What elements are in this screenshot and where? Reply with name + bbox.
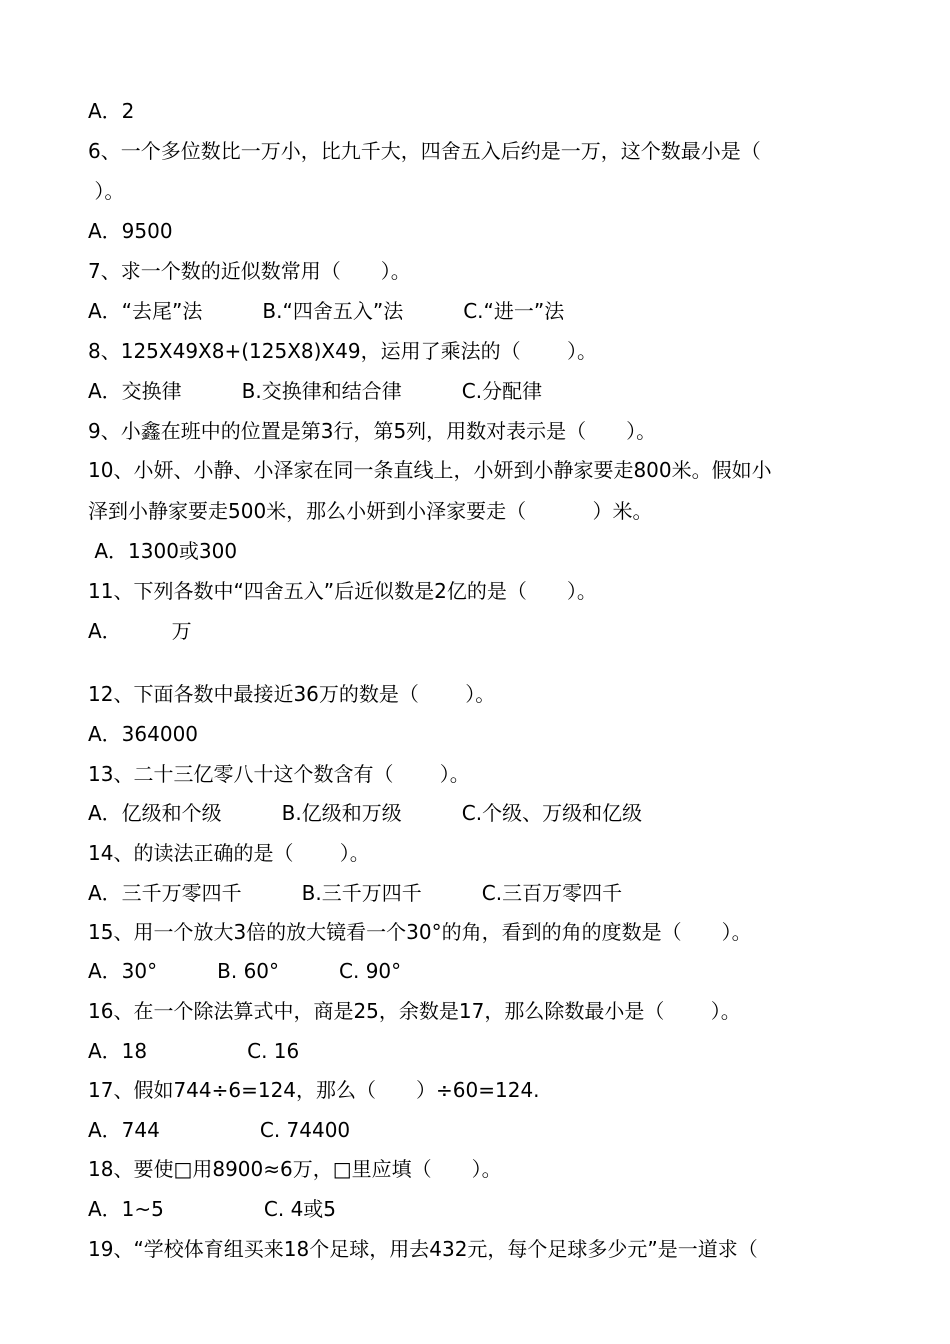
question-10: 10、小妍、小静、小泽家在同一条直线上，小妍到小静家要走800米。假如小 — [88, 458, 772, 482]
option-line-q17: A．744 C. 74400 — [88, 1118, 351, 1142]
option-line-q6: A．9500 — [88, 219, 173, 243]
option-line-q13: A．亿级和个级 B.亿级和万级 C.个级、万级和亿级 — [88, 801, 643, 825]
question-6-cont: ）。 — [88, 179, 125, 203]
option-line-q5: A．2 — [88, 99, 135, 123]
question-9: 9、小鑫在班中的位置是第3行，第5列，用数对表示是（ ）。 — [88, 419, 657, 443]
question-14: 14、的读法正确的是（ ）。 — [88, 841, 370, 865]
option-line-q15: A．30° B. 60° C. 90° — [88, 959, 402, 983]
option-line-q10: A．1300或300 — [88, 539, 238, 563]
question-13: 13、二十三亿零八十这个数含有（ ）。 — [88, 762, 470, 786]
question-12: 12、下面各数中最接近36万的数是（ ）。 — [88, 682, 496, 706]
option-line-q7: A．“去尾”法 B.“四舍五入”法 C.“进一”法 — [88, 299, 565, 323]
question-6: 6、一个多位数比一万小，比九千大，四舍五入后约是一万，这个数最小是（ — [88, 139, 761, 163]
option-line-q11: A． 万 — [88, 619, 192, 643]
option-line-q8: A．交换律 B.交换律和结合律 C.分配律 — [88, 379, 543, 403]
option-line-q14: A．三千万零四千 B.三千万四千 C.三百万零四千 — [88, 881, 623, 905]
question-10-cont: 泽到小静家要走500米，那么小妍到小泽家要走（ ）米。 — [88, 499, 653, 523]
option-line-q16: A．18 C. 16 — [88, 1039, 300, 1063]
question-7: 7、求一个数的近似数常用（ ）。 — [88, 259, 411, 283]
question-16: 16、在一个除法算式中，商是25，余数是17，那么除数最小是（ ）。 — [88, 999, 741, 1023]
question-19: 19、“学校体育组买来18个足球，用去432元，每个足球多少元”是一道求（ — [88, 1237, 758, 1261]
question-15: 15、用一个放大3倍的放大镜看一个30°的角，看到的角的度数是（ ）。 — [88, 920, 752, 944]
option-line-q12: A．364000 — [88, 722, 199, 746]
question-8: 8、125X49X8+(125X8)X49，运用了乘法的（ ）。 — [88, 339, 597, 363]
option-line-q18: A．1~5 C. 4或5 — [88, 1197, 337, 1221]
question-11: 11、下列各数中“四舍五入”后近似数是2亿的是（ ）。 — [88, 579, 597, 603]
question-17: 17、假如744÷6=124，那么（ ）÷60=124. — [88, 1078, 540, 1102]
question-18: 18、要使□用8900≈6万，□里应填（ ）。 — [88, 1157, 502, 1181]
